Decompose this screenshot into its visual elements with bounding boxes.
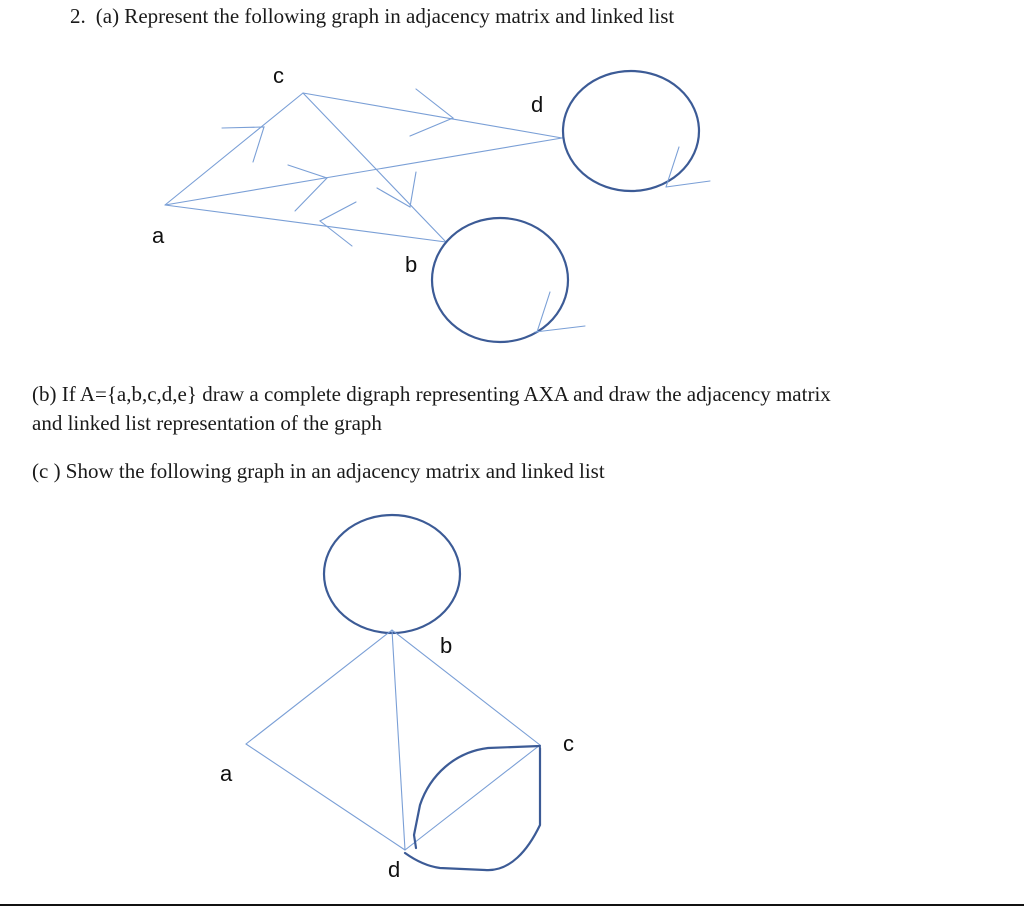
graph-c-edge-b-c — [392, 630, 540, 745]
graph-c-node-b: b — [440, 633, 453, 658]
graph-c-node-d: d — [388, 857, 401, 882]
graph-c-curved-edge-c-d — [405, 746, 540, 870]
graph-a-edge-a-d — [165, 138, 562, 205]
graph-a-edge-a-c — [165, 93, 303, 205]
graph-a-loop-d-arrow — [666, 147, 679, 187]
graph-a-self-loop-b — [432, 218, 568, 342]
graph-c — [220, 515, 574, 882]
graph-a — [152, 63, 710, 342]
graph-c-node-c: c — [563, 731, 574, 756]
graph-a-node-b: b — [405, 252, 418, 277]
question-number: 2. — [70, 4, 86, 28]
part-b-line-2: and linked list representation of the graph — [32, 411, 382, 435]
graph-a-node-d: d — [531, 92, 544, 117]
graph-a-node-a: a — [152, 223, 165, 248]
graph-a-edge-c-b — [303, 93, 446, 242]
graph-a-loop-b-arrow — [537, 292, 550, 332]
bottom-rule — [0, 904, 1024, 906]
graph-a-edge-a-b — [165, 205, 446, 242]
graph-c-edge-b-a — [246, 630, 392, 744]
part-a-text: (a) Represent the following graph in adjacency matrix and linked list — [95, 4, 675, 28]
graph-c-self-loop-b — [324, 515, 460, 633]
question-part-c: (c ) Show the following graph in an adjacency matrix and linked list — [32, 459, 605, 483]
part-b-line-1: (b) If A={a,b,c,d,e} draw a complete digraph representing AXA and draw the adjacency matrix — [32, 382, 831, 406]
graph-c-edge-b-d — [392, 630, 405, 850]
graph-c-edge-c-d — [405, 745, 540, 850]
graph-a-loop-d-tail — [666, 181, 710, 187]
graph-c-node-a: a — [220, 761, 233, 786]
graph-c-edge-a-d — [246, 744, 405, 850]
graph-a-edge-c-d — [303, 93, 562, 138]
graph-a-node-c: c — [273, 63, 284, 88]
graph-a-self-loop-d — [563, 71, 699, 191]
